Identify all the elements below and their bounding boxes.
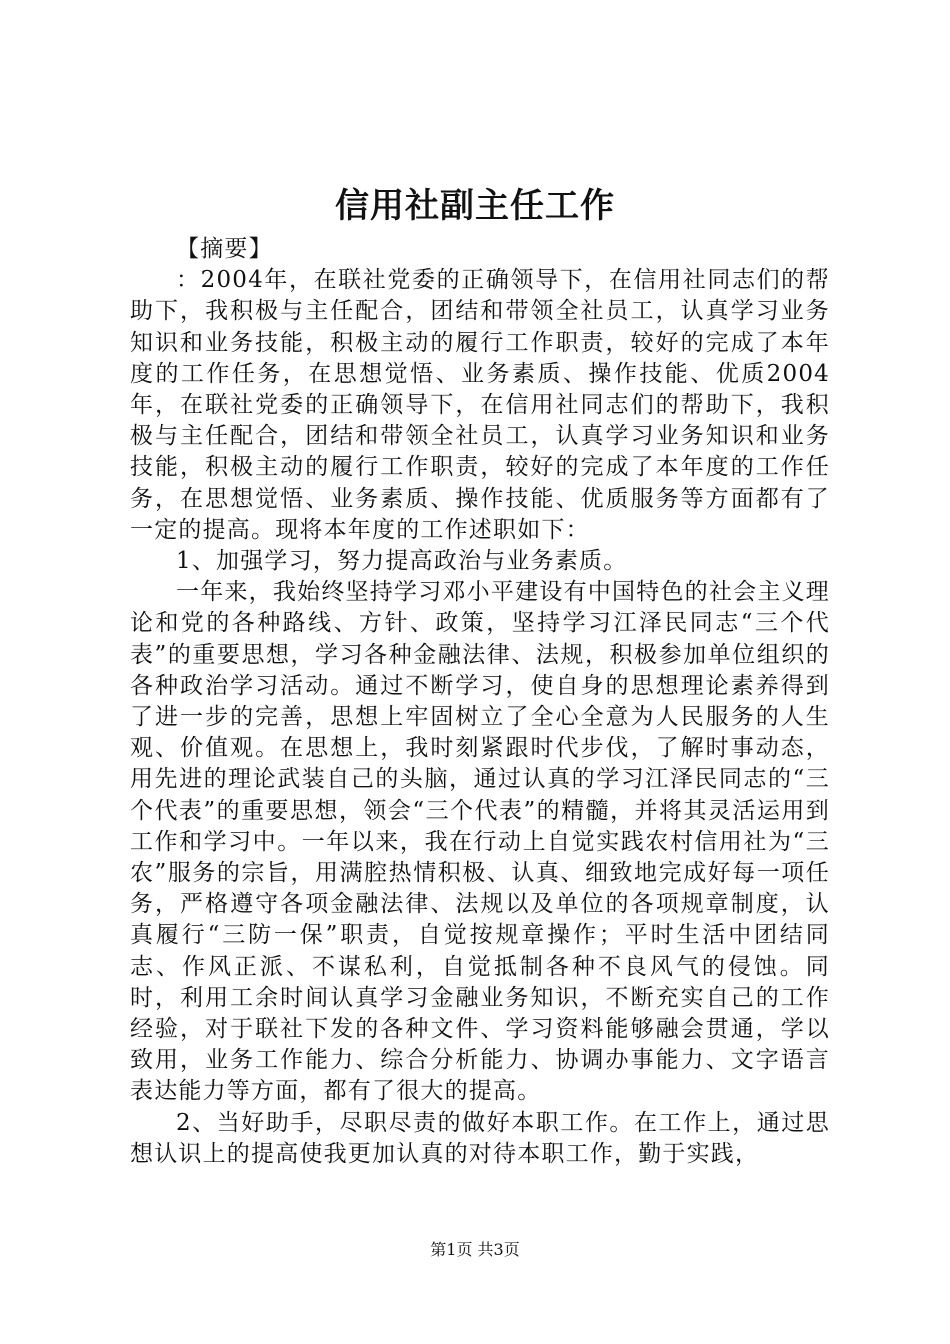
paragraph-study: 一年来，我始终坚持学习邓小平建设有中国特色的社会主义理论和党的各种路线、方针、政策，坚持学习江泽民同志“三个代表”的重要思想，学习各种金融法律、法规，积极参加单位组织的各种政治学习活动。通过不断学习，使自身的思想理论素养得到了进一步的完善，思想上牢固树立了全心全意为人民服务的人生观、价值观。在思想上，我时刻紧跟时代步伐，了解时事动态，用先进的理论武装自己的头脑，通过认真的学习江泽民同志的“三个代表”的重要思想，领会“三个代表”的精髓，并将其灵活运用到工作和学习中。一年以来，我在行动上自觉实践农村信用社为“三农”服务的宗旨，用满腔热情积极、认真、细致地完成好每一项任务，严格遵守各项金融法律、法规以及单位的各项规章制度，认真履行“三防一保”职责，自觉按规章操作；平时生活中团结同志、作风正派、不谋私利，自觉抵制各种不良风气的侵蚀。同时，利用工余时间认真学习金融业务知识，不断充实自己的工作经验，对于联社下发的各种文件、学习资料能够融会贯通，学以致用，业务工作能力、综合分析能力、协调办事能力、文字语言表达能力等方面，都有了很大的提高。: [130, 579, 830, 1105]
document-body: [130, 234, 830, 1170]
paragraph-intro: ：2004年，在联社党委的正确领导下，在信用社同志们的帮助下，我积极与主任配合，团结和带领全社员工，认真学习业务知识和业务技能，积极主动的履行工作职责，较好的完成了本年度的工作任务，在思想觉悟、业务素质、操作技能、优质2004年，在联社党委的正确领导下，在信用社同志们的帮助下，我积极与主任配合，团结和带领全社员工，认真学习业务知识和业务技能，积极主动的履行工作职责，较好的完成了本年度的工作任务，在思想觉悟、业务素质、操作技能、优质服务等方面都有了一定的提高。现将本年度的工作述职如下：: [130, 267, 830, 543]
abstract-label: 【摘要】: [176, 236, 273, 262]
page-footer: 第1页 共3页: [430, 1240, 520, 1259]
section-heading-1: 1、加强学习，努力提高政治与业务素质。: [176, 548, 628, 575]
document-title: 信用社副主任工作: [335, 186, 615, 226]
section-heading-2: 2、当好助手，尽职尽责的做好本职工作。在工作上，通过思想认识上的提高使我更加认真的对待本职工作，勤于实践，: [130, 1109, 830, 1167]
